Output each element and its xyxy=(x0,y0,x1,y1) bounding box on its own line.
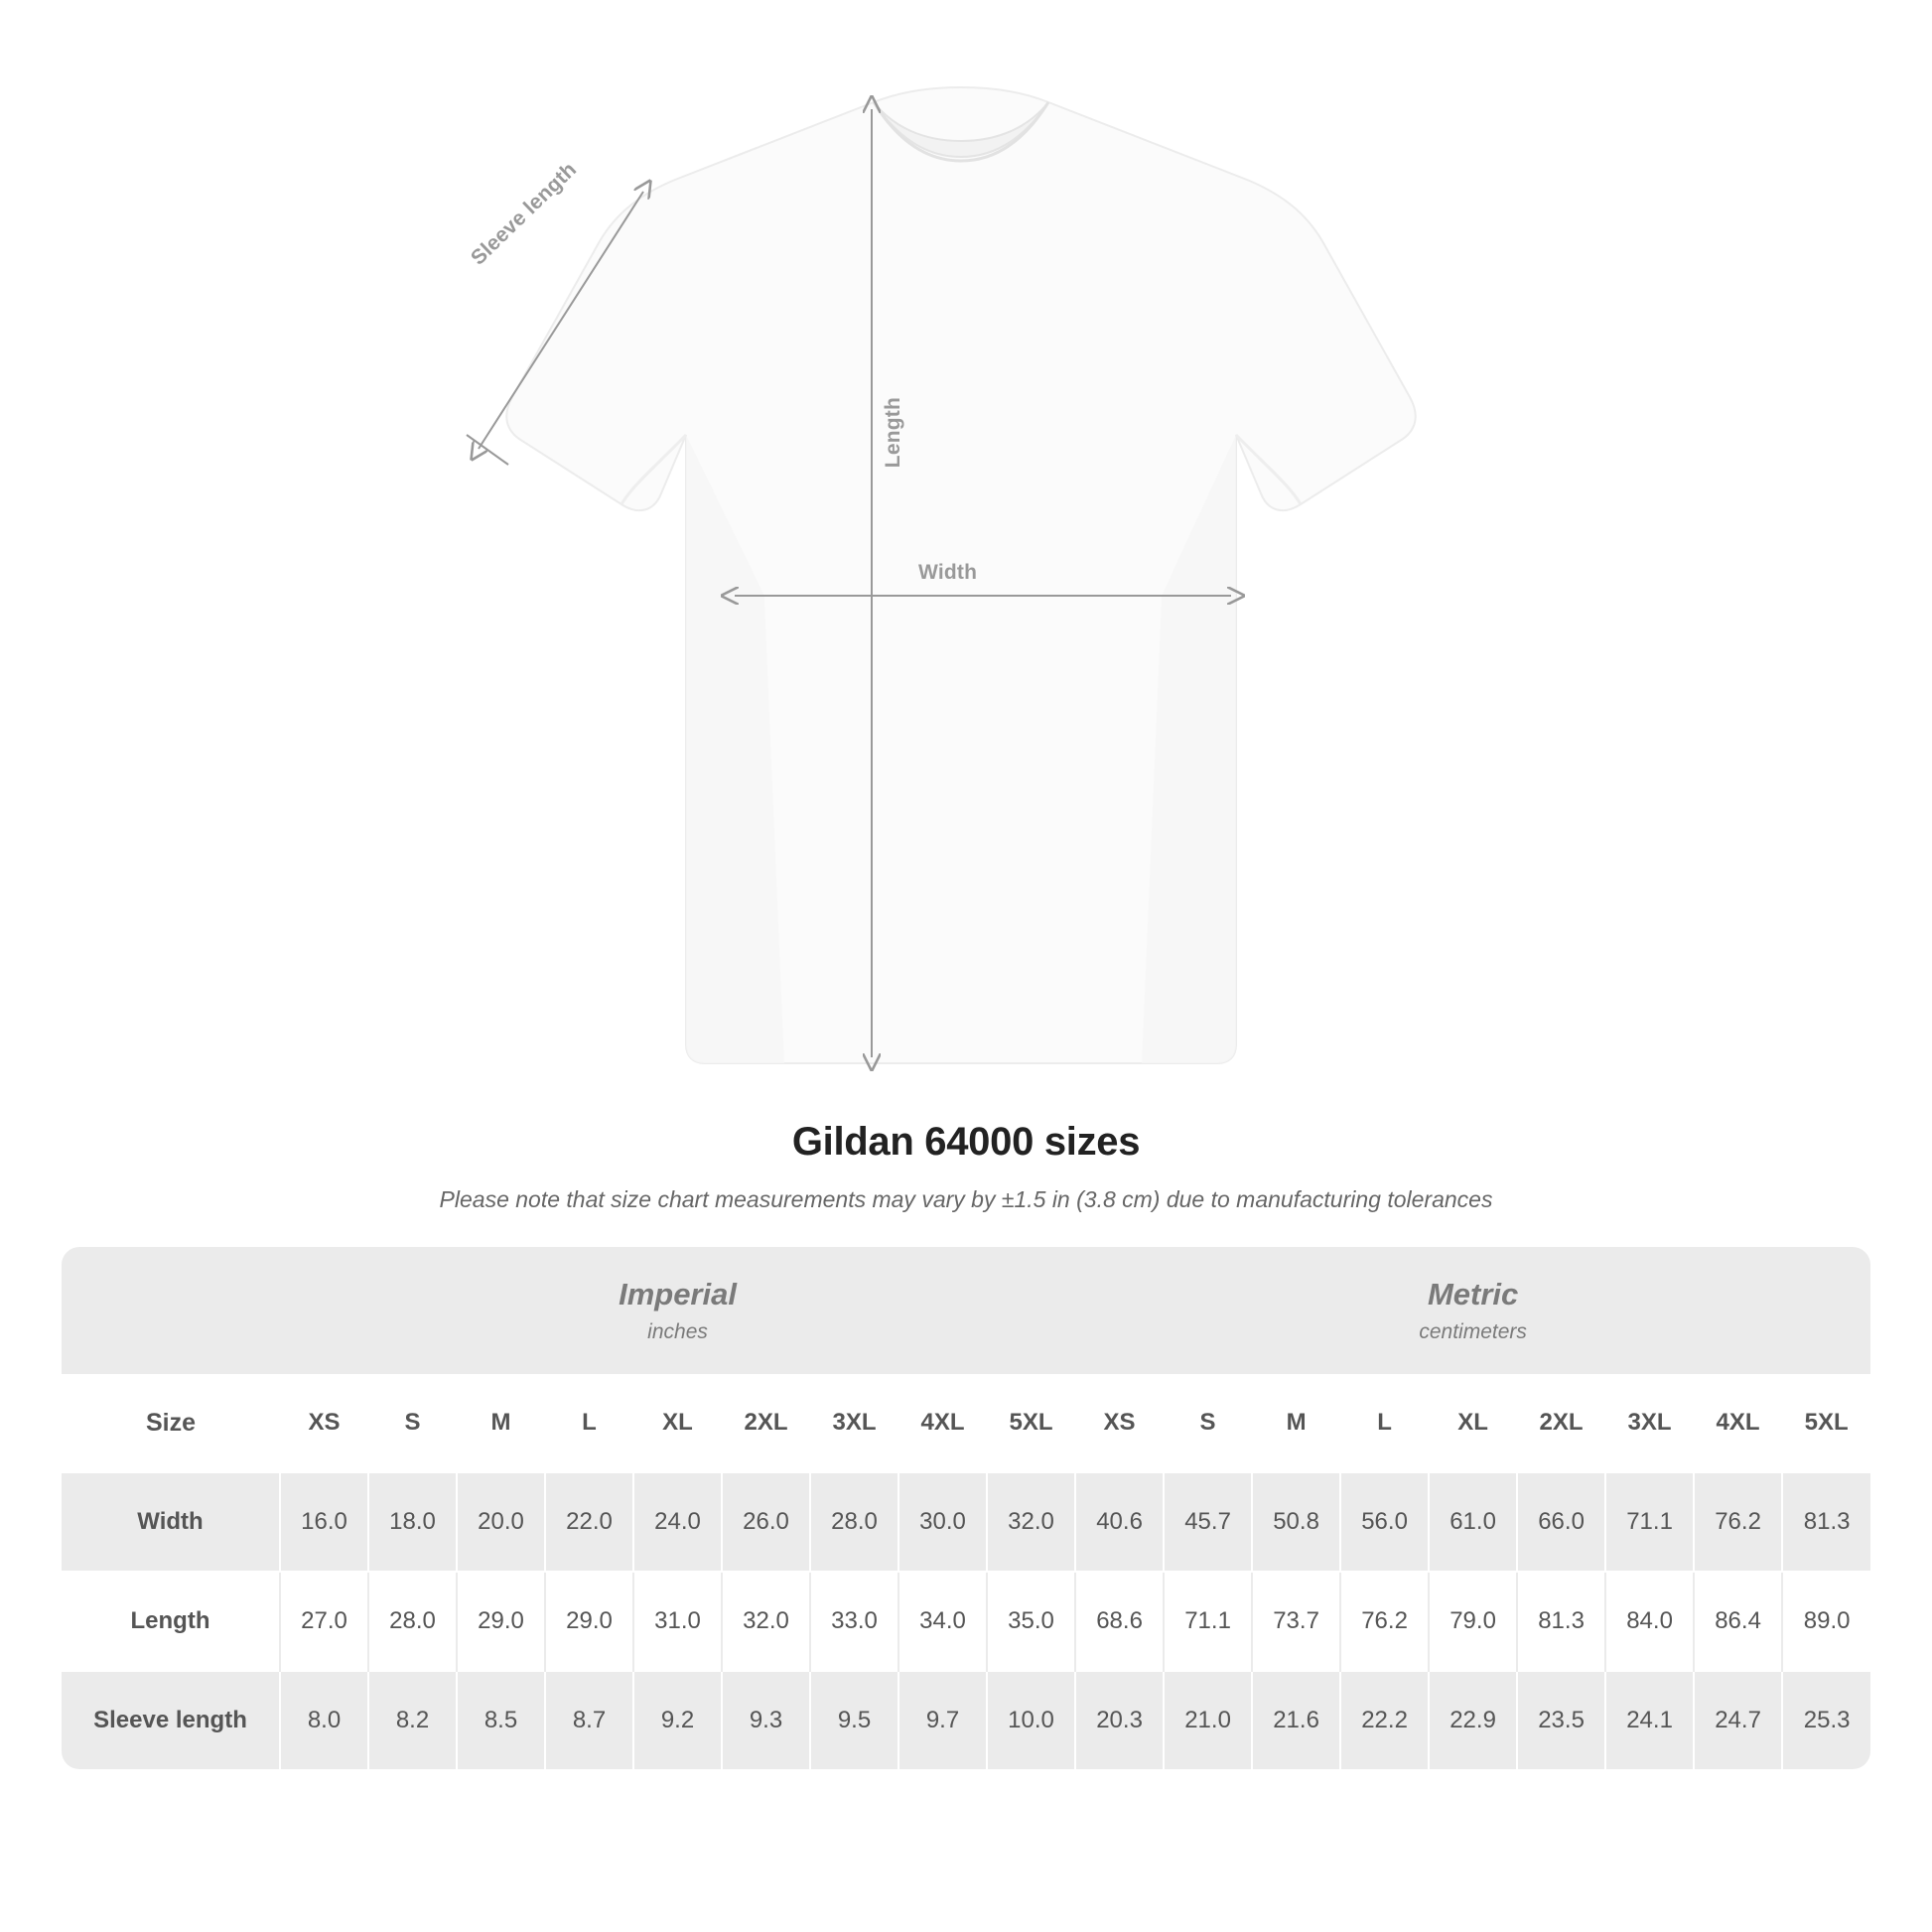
measurement-cell: 29.0 xyxy=(457,1572,545,1671)
measurement-cell: 24.0 xyxy=(633,1472,722,1572)
measurement-cell: 34.0 xyxy=(898,1572,987,1671)
measurement-cell: 76.2 xyxy=(1694,1472,1782,1572)
measurement-cell: 73.7 xyxy=(1252,1572,1340,1671)
size-header-label: Size xyxy=(62,1374,280,1472)
measurement-cell: 35.0 xyxy=(987,1572,1075,1671)
measurement-cell: 10.0 xyxy=(987,1671,1075,1769)
measurement-cell: 23.5 xyxy=(1517,1671,1605,1769)
measurement-cell: 71.1 xyxy=(1164,1572,1252,1671)
measurement-cell: 84.0 xyxy=(1605,1572,1694,1671)
measurement-cell: 66.0 xyxy=(1517,1472,1605,1572)
size-table-wrapper xyxy=(62,1247,1870,1769)
measurement-cell: 68.6 xyxy=(1075,1572,1164,1671)
size-header-cell: L xyxy=(1340,1374,1429,1472)
measurement-cell: 8.2 xyxy=(368,1671,457,1769)
measurement-cell: 24.7 xyxy=(1694,1671,1782,1769)
size-table xyxy=(62,1247,1870,1769)
measurement-cell: 30.0 xyxy=(898,1472,987,1572)
measurement-cell: 21.0 xyxy=(1164,1671,1252,1769)
size-header-cell: S xyxy=(368,1374,457,1472)
size-header-cell: XS xyxy=(1075,1374,1164,1472)
measurement-cell: 89.0 xyxy=(1782,1572,1870,1671)
size-header-cell: 4XL xyxy=(898,1374,987,1472)
measurement-cell: 32.0 xyxy=(722,1572,810,1671)
measurement-cell: 18.0 xyxy=(368,1472,457,1572)
measurement-cell: 28.0 xyxy=(810,1472,898,1572)
measurement-cell: 76.2 xyxy=(1340,1572,1429,1671)
size-header-cell: 5XL xyxy=(1782,1374,1870,1472)
table-row xyxy=(62,1472,1870,1572)
unit-imperial-name: Imperial xyxy=(619,1277,737,1311)
measurement-cell: 79.0 xyxy=(1429,1572,1517,1671)
size-header-cell: 2XL xyxy=(722,1374,810,1472)
unit-imperial-cell xyxy=(280,1247,1075,1374)
measurement-cell: 86.4 xyxy=(1694,1572,1782,1671)
measurement-cell: 26.0 xyxy=(722,1472,810,1572)
measurement-cell: 25.3 xyxy=(1782,1671,1870,1769)
size-header-cell: 2XL xyxy=(1517,1374,1605,1472)
measurement-cell: 9.7 xyxy=(898,1671,987,1769)
size-header-cell: XS xyxy=(280,1374,368,1472)
measurement-cell: 32.0 xyxy=(987,1472,1075,1572)
measurement-cell: 45.7 xyxy=(1164,1472,1252,1572)
unit-metric-sub: centimeters xyxy=(1419,1320,1527,1343)
measurement-cell: 81.3 xyxy=(1782,1472,1870,1572)
unit-metric-name: Metric xyxy=(1427,1277,1519,1311)
size-header-cell: M xyxy=(1252,1374,1340,1472)
measurement-cell: 8.5 xyxy=(457,1671,545,1769)
unit-imperial-sub: inches xyxy=(647,1320,708,1343)
tolerance-note: Please note that size chart measurements may vary by ±1.5 in (3.8 cm) due to manufacturing tolerances xyxy=(439,1186,1493,1212)
size-header-cell: 5XL xyxy=(987,1374,1075,1472)
title-block xyxy=(0,1120,1932,1213)
measurement-cell: 16.0 xyxy=(280,1472,368,1572)
table-row xyxy=(62,1572,1870,1671)
size-header-cell: 3XL xyxy=(1605,1374,1694,1472)
measurement-cell: 22.9 xyxy=(1429,1671,1517,1769)
measurement-cell: 28.0 xyxy=(368,1572,457,1671)
measurement-cell: 40.6 xyxy=(1075,1472,1164,1572)
measurement-cell: 20.0 xyxy=(457,1472,545,1572)
measurement-cell: 22.0 xyxy=(545,1472,633,1572)
measurement-cell: 20.3 xyxy=(1075,1671,1164,1769)
row-header-sleeve-length: Sleeve length xyxy=(62,1671,280,1769)
row-header-length: Length xyxy=(62,1572,280,1671)
size-header-cell: M xyxy=(457,1374,545,1472)
measurement-cell: 27.0 xyxy=(280,1572,368,1671)
row-header-width: Width xyxy=(62,1472,280,1572)
size-header-cell: L xyxy=(545,1374,633,1472)
size-header-cell: 3XL xyxy=(810,1374,898,1472)
measurement-cell: 22.2 xyxy=(1340,1671,1429,1769)
unit-metric-cell xyxy=(1075,1247,1870,1374)
measurement-cell: 61.0 xyxy=(1429,1472,1517,1572)
measurement-cell: 8.7 xyxy=(545,1671,633,1769)
measurement-cell: 33.0 xyxy=(810,1572,898,1671)
length-label: Length xyxy=(882,397,904,469)
measurement-cell: 8.0 xyxy=(280,1671,368,1769)
measurement-cell: 56.0 xyxy=(1340,1472,1429,1572)
sleeve-length-label: Sleeve length xyxy=(467,158,582,270)
page-title: Gildan 64000 sizes xyxy=(791,1120,1141,1164)
unit-header-row xyxy=(62,1247,1870,1374)
measurement-cell: 50.8 xyxy=(1252,1472,1340,1572)
measurement-cell: 9.5 xyxy=(810,1671,898,1769)
unit-corner-cell xyxy=(62,1247,280,1374)
measurement-cell: 81.3 xyxy=(1517,1572,1605,1671)
size-header-cell: S xyxy=(1164,1374,1252,1472)
measurement-cell: 29.0 xyxy=(545,1572,633,1671)
size-header-row xyxy=(62,1374,1870,1472)
measurement-cell: 9.3 xyxy=(722,1671,810,1769)
size-header-cell: XL xyxy=(633,1374,722,1472)
table-row xyxy=(62,1671,1870,1769)
size-header-cell: XL xyxy=(1429,1374,1517,1472)
measurement-cell: 71.1 xyxy=(1605,1472,1694,1572)
size-header-cell: 4XL xyxy=(1694,1374,1782,1472)
measurement-cell: 9.2 xyxy=(633,1671,722,1769)
width-label: Width xyxy=(918,561,978,584)
measurement-cell: 21.6 xyxy=(1252,1671,1340,1769)
measurement-cell: 31.0 xyxy=(633,1572,722,1671)
measurement-cell: 24.1 xyxy=(1605,1671,1694,1769)
